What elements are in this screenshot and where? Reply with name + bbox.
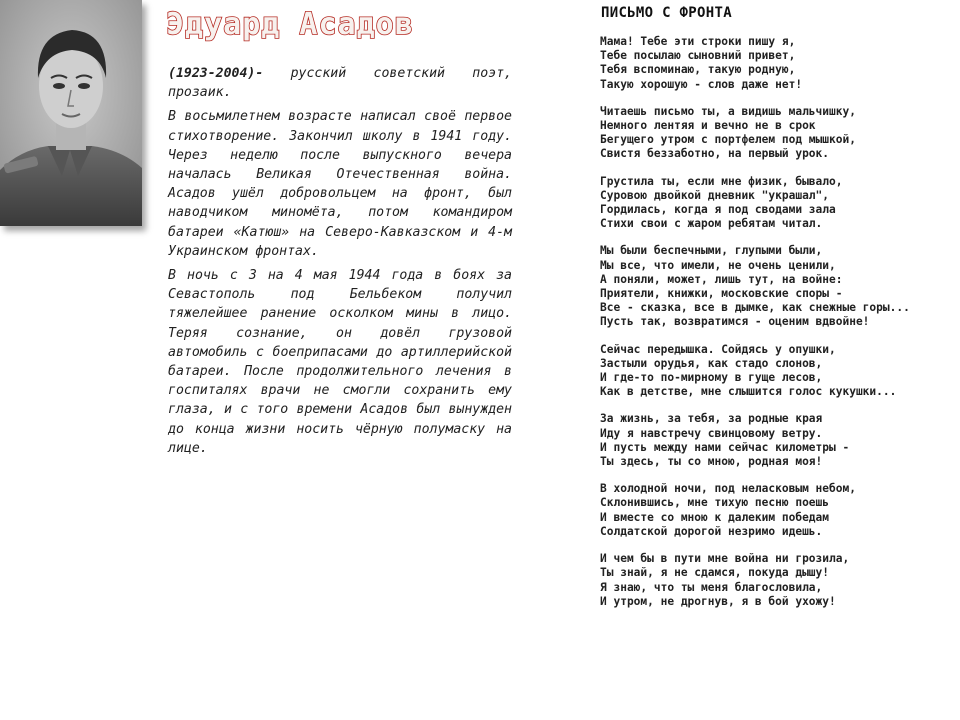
poem-line: Ты знай, я не сдамся, покуда дышу! [600, 566, 830, 580]
poem-line: Стихи свои с жаром ребятам читал. [600, 217, 823, 231]
poem-title: ПИСЬМО С ФРОНТА [601, 5, 732, 21]
poem-line: И вместе со мною к далеким победам [600, 510, 830, 524]
poem-line: И пусть между нами сейчас километры - [600, 440, 850, 454]
poem-line: Бегущего утром с портфелем под мышкой, [600, 133, 856, 147]
poem-line: И чем бы в пути мне война ни грозила, [600, 552, 850, 566]
portrait-photo [0, 0, 142, 226]
poem-line: И где-то по-мирному в гуще лесов, [600, 371, 823, 385]
poem-line: Немного лентяя и вечно не в срок [600, 119, 816, 133]
poem-stanza [600, 175, 940, 232]
poem-line: Ты здесь, ты со мною, родная моя! [600, 455, 823, 469]
poem-line: Пусть так, возвратимся - оценим вдвойне! [600, 315, 870, 329]
poem-stanza [600, 35, 940, 92]
poem-stanza [600, 482, 940, 539]
bio-paragraph: В восьмилетнем возрасте написал своё первое стихотворение. Закончил школу в 1941 году. Через неделю после выпускного вечера началась Великая Отечественная война. Асадов ушёл добровольцем на фронт, был наводчиком миномёта, потом командиром батареи «Катюш» на Северо-Кавказском и 4-м Украинском фронтах. [168, 109, 512, 259]
poem-line: В холодной ночи, под неласковым небом, [600, 482, 856, 496]
poem-line: И утром, не дрогнув, я в бой ухожу! [600, 594, 836, 608]
poem-line: Гордилась, когда я под сводами зала [600, 203, 836, 217]
poem-line: Тебя вспоминаю, такую родную, [600, 63, 796, 77]
poem-line: Сейчас передышка. Сойдясь у опушки, [600, 342, 836, 356]
poem-line: Как в детстве, мне слышится голос кукушки... [600, 385, 897, 399]
poem-stanza [600, 343, 940, 400]
poem-line: А поняли, может, лишь тут, на войне: [600, 272, 843, 286]
bio-intro [168, 64, 512, 102]
poem-line: Свистя беззаботно, на первый урок. [600, 147, 830, 161]
author-name-title [166, 4, 496, 44]
bio-paragraph: В ночь с 3 на 4 мая 1944 года в боях за Севастополь под Бельбеком получил тяжелейшее ранение осколком мины в лицо. Теряя сознание, он довёл грузовой автомобиль с боеприпасами до артиллерийской батареи. После продолжительного лечения в госпиталях врачи не смогли сохранить ему глаза, и с того времени Асадов был вынужден до конца жизни носить чёрную полумаску на лице. [168, 268, 512, 456]
poem-line: Застыли орудья, как стадо слонов, [600, 356, 823, 370]
biography [168, 64, 512, 463]
poem-line: Мы были беспечными, глупыми были, [600, 244, 823, 258]
poem-stanza [600, 244, 940, 329]
poem-line: За жизнь, за тебя, за родные края [600, 412, 823, 426]
poem-line: Приятели, книжки, московские споры - [600, 287, 843, 301]
author-name: Эдуард Асадов [166, 7, 414, 42]
poem-line: Все - сказка, все в дымке, как снежные горы... [600, 301, 910, 315]
poem-stanza [600, 552, 940, 609]
poem-line: Читаешь письмо ты, а видишь мальчишку, [600, 104, 856, 118]
poem-line: Мы все, что имели, не очень ценили, [600, 258, 836, 272]
poem-line: Грустила ты, если мне физик, бывало, [600, 174, 843, 188]
poem-line: Склонившись, мне тихую песню поешь [600, 496, 830, 510]
poem-line: Иду я навстречу свинцовому ветру. [600, 426, 823, 440]
poem-line: Мама! Тебе эти строки пишу я, [600, 35, 796, 48]
bio-intro-text: русский советский поэт, прозаик. [168, 66, 512, 101]
poem-body [600, 35, 940, 622]
poem-line: Суровою двойкой дневник "украшал", [600, 188, 830, 202]
poem-line: Я знаю, что ты меня благословила, [600, 580, 823, 594]
poem-stanza [600, 412, 940, 469]
poem-line: Такую хорошую - слов даже нет! [600, 77, 803, 91]
poem-line: Тебе посылаю сыновний привет, [600, 49, 796, 63]
poem-line: Солдатской дорогой незримо идешь. [600, 524, 823, 538]
bio-years: (1923-2004)- [168, 66, 264, 81]
poem-stanza [600, 105, 940, 162]
